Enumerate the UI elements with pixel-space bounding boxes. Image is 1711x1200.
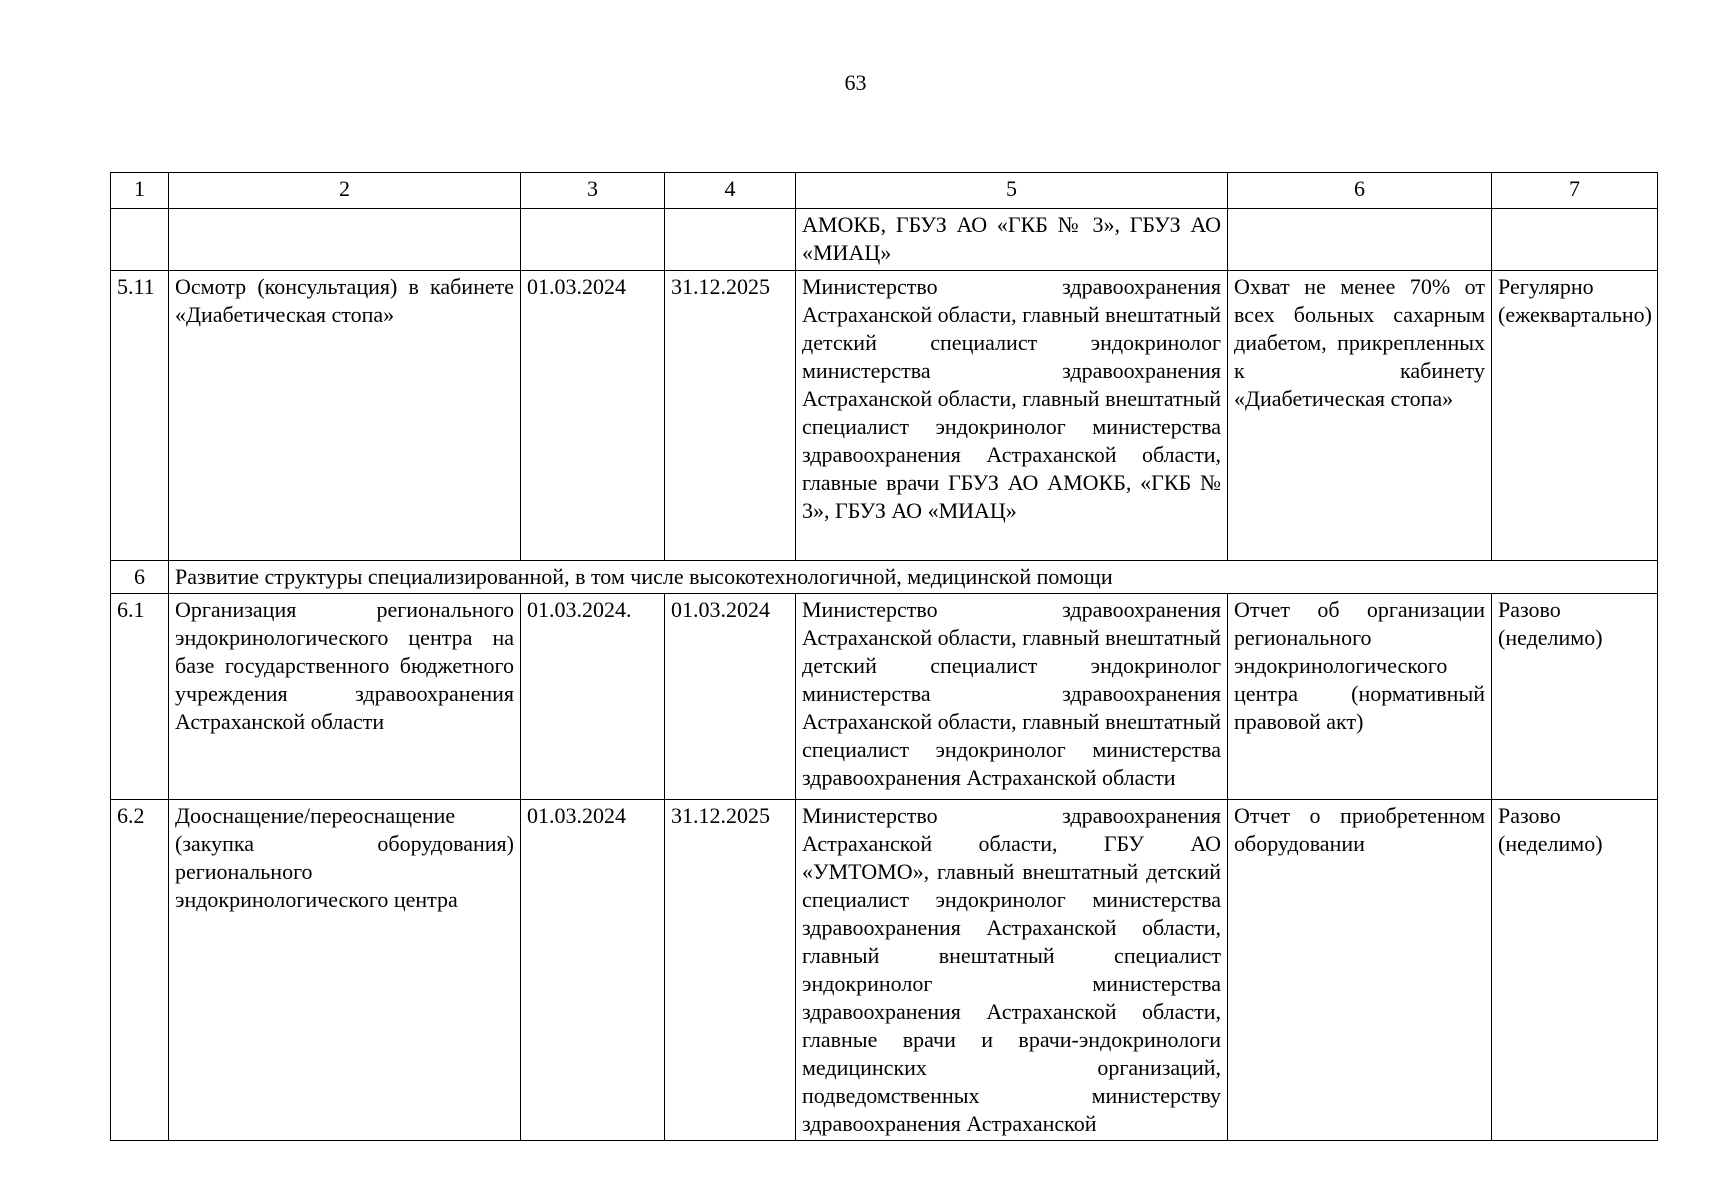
- end-date: 31.12.2025: [665, 271, 796, 561]
- section-title: Развитие структуры специализированной, в том числе высокотехнологичной, медицинской помощи: [169, 561, 1658, 594]
- result: Отчет об организации регионального эндокринологического центра (нормативный правовой акт): [1228, 594, 1492, 800]
- measure-name: Осмотр (консультация) в кабинете «Диабетическая стопа»: [169, 271, 521, 561]
- table-row: [111, 271, 1658, 561]
- table-row: [111, 209, 1658, 271]
- header-cell: 5: [796, 173, 1228, 209]
- header-cell: 4: [665, 173, 796, 209]
- header-cell: 3: [521, 173, 665, 209]
- row-number: 6.1: [111, 594, 169, 800]
- table-row: [111, 594, 1658, 800]
- end-date: 31.12.2025: [665, 800, 796, 1141]
- measure-name: [169, 209, 521, 271]
- section-row: [111, 561, 1658, 594]
- end-date: 01.03.2024: [665, 594, 796, 800]
- frequency: Разово (неделимо): [1492, 800, 1658, 1141]
- header-cell: 1: [111, 173, 169, 209]
- header-cell: 6: [1228, 173, 1492, 209]
- frequency: Регулярно (ежеквартально): [1492, 271, 1658, 561]
- plan-table: [110, 172, 1658, 1141]
- row-number: 5.11: [111, 271, 169, 561]
- measure-name: Организация регионального эндокринологического центра на базе государственного бюджетного учреждения здравоохранения Астраханской области: [169, 594, 521, 800]
- result: [1228, 209, 1492, 271]
- result: Отчет о приобретенном оборудовании: [1228, 800, 1492, 1141]
- row-number: 6.2: [111, 800, 169, 1141]
- responsible: Министерство здравоохранения Астраханской области, ГБУ АО «УМТОМО», главный внештатный детский специалист эндокринолог министерства здравоохранения Астраханской области, главный внештатный специалист эндокринолог министерства здравоохранения Астраханской области, главные врачи и врачи-эндокринологи медицинских организаций, подведомственных министерству здравоохранения Астраханской: [796, 800, 1228, 1141]
- start-date: 01.03.2024.: [521, 594, 665, 800]
- frequency: [1492, 209, 1658, 271]
- responsible: Министерство здравоохранения Астраханской области, главный внештатный детский специалист эндокринолог министерства здравоохранения Астраханской области, главный внештатный специалист эндокринолог министерства здравоохранения Астраханской области, главные врачи ГБУЗ АО АМОКБ, «ГКБ № 3», ГБУЗ АО «МИАЦ»: [796, 271, 1228, 561]
- result: Охват не менее 70% от всех больных сахарным диабетом, прикрепленных к кабинету «Диабетическая стопа»: [1228, 271, 1492, 561]
- measure-name: Дооснащение/переоснащение (закупка оборудования) регионального эндокринологического центра: [169, 800, 521, 1141]
- row-number: [111, 209, 169, 271]
- start-date: 01.03.2024: [521, 800, 665, 1141]
- header-cell: 7: [1492, 173, 1658, 209]
- section-number: 6: [111, 561, 169, 594]
- frequency: Разово (неделимо): [1492, 594, 1658, 800]
- start-date: 01.03.2024: [521, 271, 665, 561]
- start-date: [521, 209, 665, 271]
- header-cell: 2: [169, 173, 521, 209]
- end-date: [665, 209, 796, 271]
- responsible: АМОКБ, ГБУЗ АО «ГКБ № 3», ГБУЗ АО «МИАЦ»: [796, 209, 1228, 271]
- header-row: [111, 173, 1658, 209]
- responsible: Министерство здравоохранения Астраханской области, главный внештатный детский специалист эндокринолог министерства здравоохранения Астраханской области, главный внештатный специалист эндокринолог министерства здравоохранения Астраханской области: [796, 594, 1228, 800]
- page-number: 63: [844, 70, 867, 95]
- table-row: [111, 800, 1658, 1141]
